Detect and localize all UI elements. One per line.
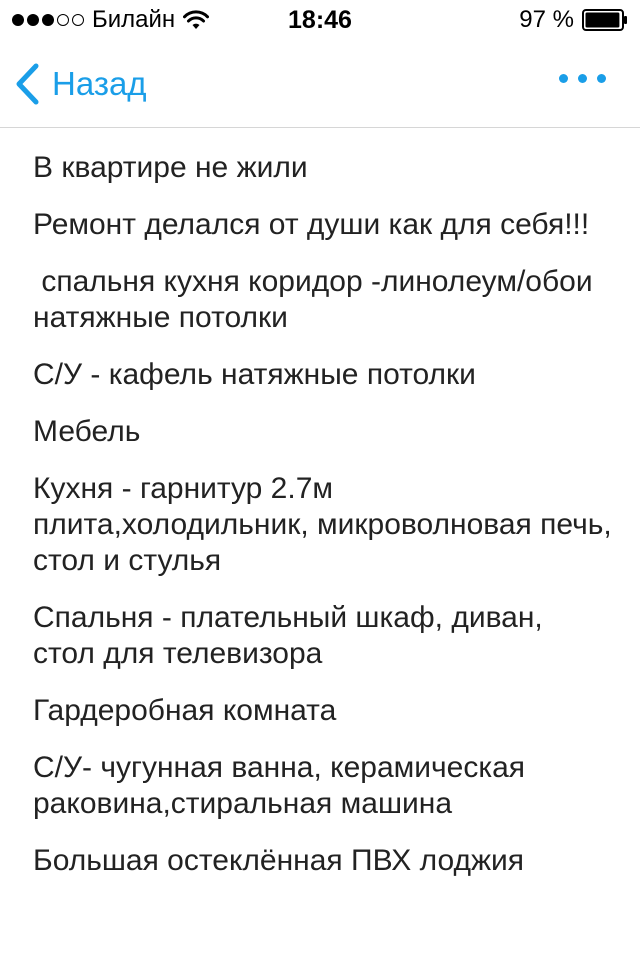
- more-dot-icon: [578, 74, 587, 83]
- description-paragraph: Спальня - плательный шкаф, диван, стол для телевизора: [33, 601, 552, 670]
- more-options-button[interactable]: [559, 74, 606, 83]
- description-paragraph: Ремонт делался от души как для себя!!!: [33, 208, 590, 241]
- status-time: 18:46: [288, 6, 352, 34]
- description-paragraph: спальня кухня коридор -линолеум/обои натяжные потолки: [33, 265, 601, 334]
- status-right: [519, 0, 628, 40]
- battery-percent: 97 %: [519, 6, 574, 33]
- status-bar: [0, 0, 640, 40]
- signal-strength-icon: [12, 14, 84, 26]
- back-button[interactable]: [14, 62, 147, 106]
- description-paragraph: С/У - кафель натяжные потолки: [33, 358, 476, 391]
- description-paragraph: Гардеробная комната: [33, 694, 337, 727]
- description-paragraph: Большая остеклённая ПВХ лоджия: [33, 844, 525, 877]
- status-left: [12, 0, 209, 40]
- carrier-name: Билайн: [92, 6, 176, 33]
- navigation-bar: [0, 40, 640, 128]
- description-text: [33, 150, 621, 900]
- back-label: Назад: [52, 65, 147, 102]
- description-paragraph: В квартире не жили: [33, 151, 308, 184]
- more-dot-icon: [559, 74, 568, 83]
- description-paragraph: Мебель: [33, 415, 141, 448]
- description-paragraph: Кухня - гарнитур 2.7м плита,холодильник, микроволновая печь, стол и стулья: [33, 472, 621, 577]
- battery-icon: [582, 9, 628, 31]
- chevron-left-icon: [14, 63, 40, 105]
- description-paragraph: С/У- чугунная ванна, керамическая раковина,стиральная машина: [33, 751, 534, 820]
- wifi-icon: [183, 10, 209, 30]
- more-dot-icon: [597, 74, 606, 83]
